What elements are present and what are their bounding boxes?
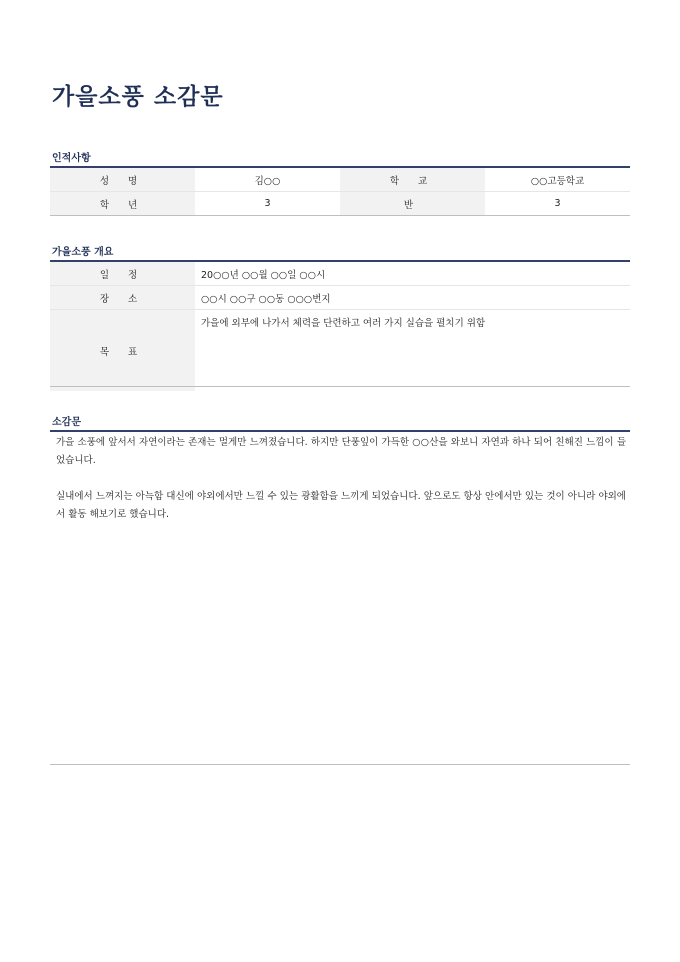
class-value[interactable]: 3 — [554, 198, 561, 209]
table-row — [50, 262, 630, 286]
place-value[interactable]: ○○시 ○○구 ○○동 ○○○번지 — [195, 286, 630, 310]
table-row — [50, 192, 630, 216]
place-label: 장 소 — [50, 286, 195, 310]
table-row — [50, 310, 630, 392]
goal-value[interactable]: 가을에 외부에 나가서 체력을 단련하고 여러 가지 실습을 펼치기 위함 — [201, 318, 486, 329]
essay-body[interactable] — [56, 434, 626, 542]
grade-value[interactable]: 3 — [264, 198, 271, 209]
table-row — [50, 286, 630, 310]
personal-info-bottom-rule — [50, 215, 630, 216]
name-value[interactable]: 김○○ — [195, 168, 340, 192]
essay-paragraph: 가을 소풍에 앞서서 자연이라는 존재는 멀게만 느껴졌습니다. 하지만 단풍잎이 가득한 ○○산을 와보니 자연과 하나 되어 친해진 느낌이 들었습니다. — [56, 437, 626, 466]
overview-heading: 가을소풍 개요 — [52, 247, 114, 258]
personal-info-heading: 인적사항 — [52, 153, 91, 164]
document-title: 가을소풍 소감문 — [52, 84, 224, 110]
date-label: 일 정 — [50, 262, 195, 286]
essay-paragraph: 실내에서 느껴지는 아늑함 대신에 야외에서만 느낄 수 있는 광활함을 느끼게 되었습니다. 앞으로도 항상 안에서만 있는 것이 아니라 야외에서 활동 해보기로 했습니다. — [56, 491, 626, 520]
grade-label: 학 년 — [50, 192, 195, 216]
overview-table — [50, 262, 630, 391]
school-value[interactable]: ○○고등학교 — [485, 168, 630, 192]
essay-bottom-rule — [50, 764, 630, 765]
table-row — [50, 168, 630, 192]
date-value[interactable]: 20○○년 ○○월 ○○일 ○○시 — [195, 262, 630, 286]
overview-bottom-rule — [50, 386, 630, 387]
name-label: 성 명 — [50, 168, 195, 192]
essay-top-rule — [50, 430, 630, 432]
essay-heading: 소감문 — [52, 417, 81, 428]
class-label: 반 — [340, 192, 485, 216]
school-label: 학 교 — [340, 168, 485, 192]
goal-label: 목 표 — [50, 310, 195, 392]
personal-info-table — [50, 168, 630, 215]
